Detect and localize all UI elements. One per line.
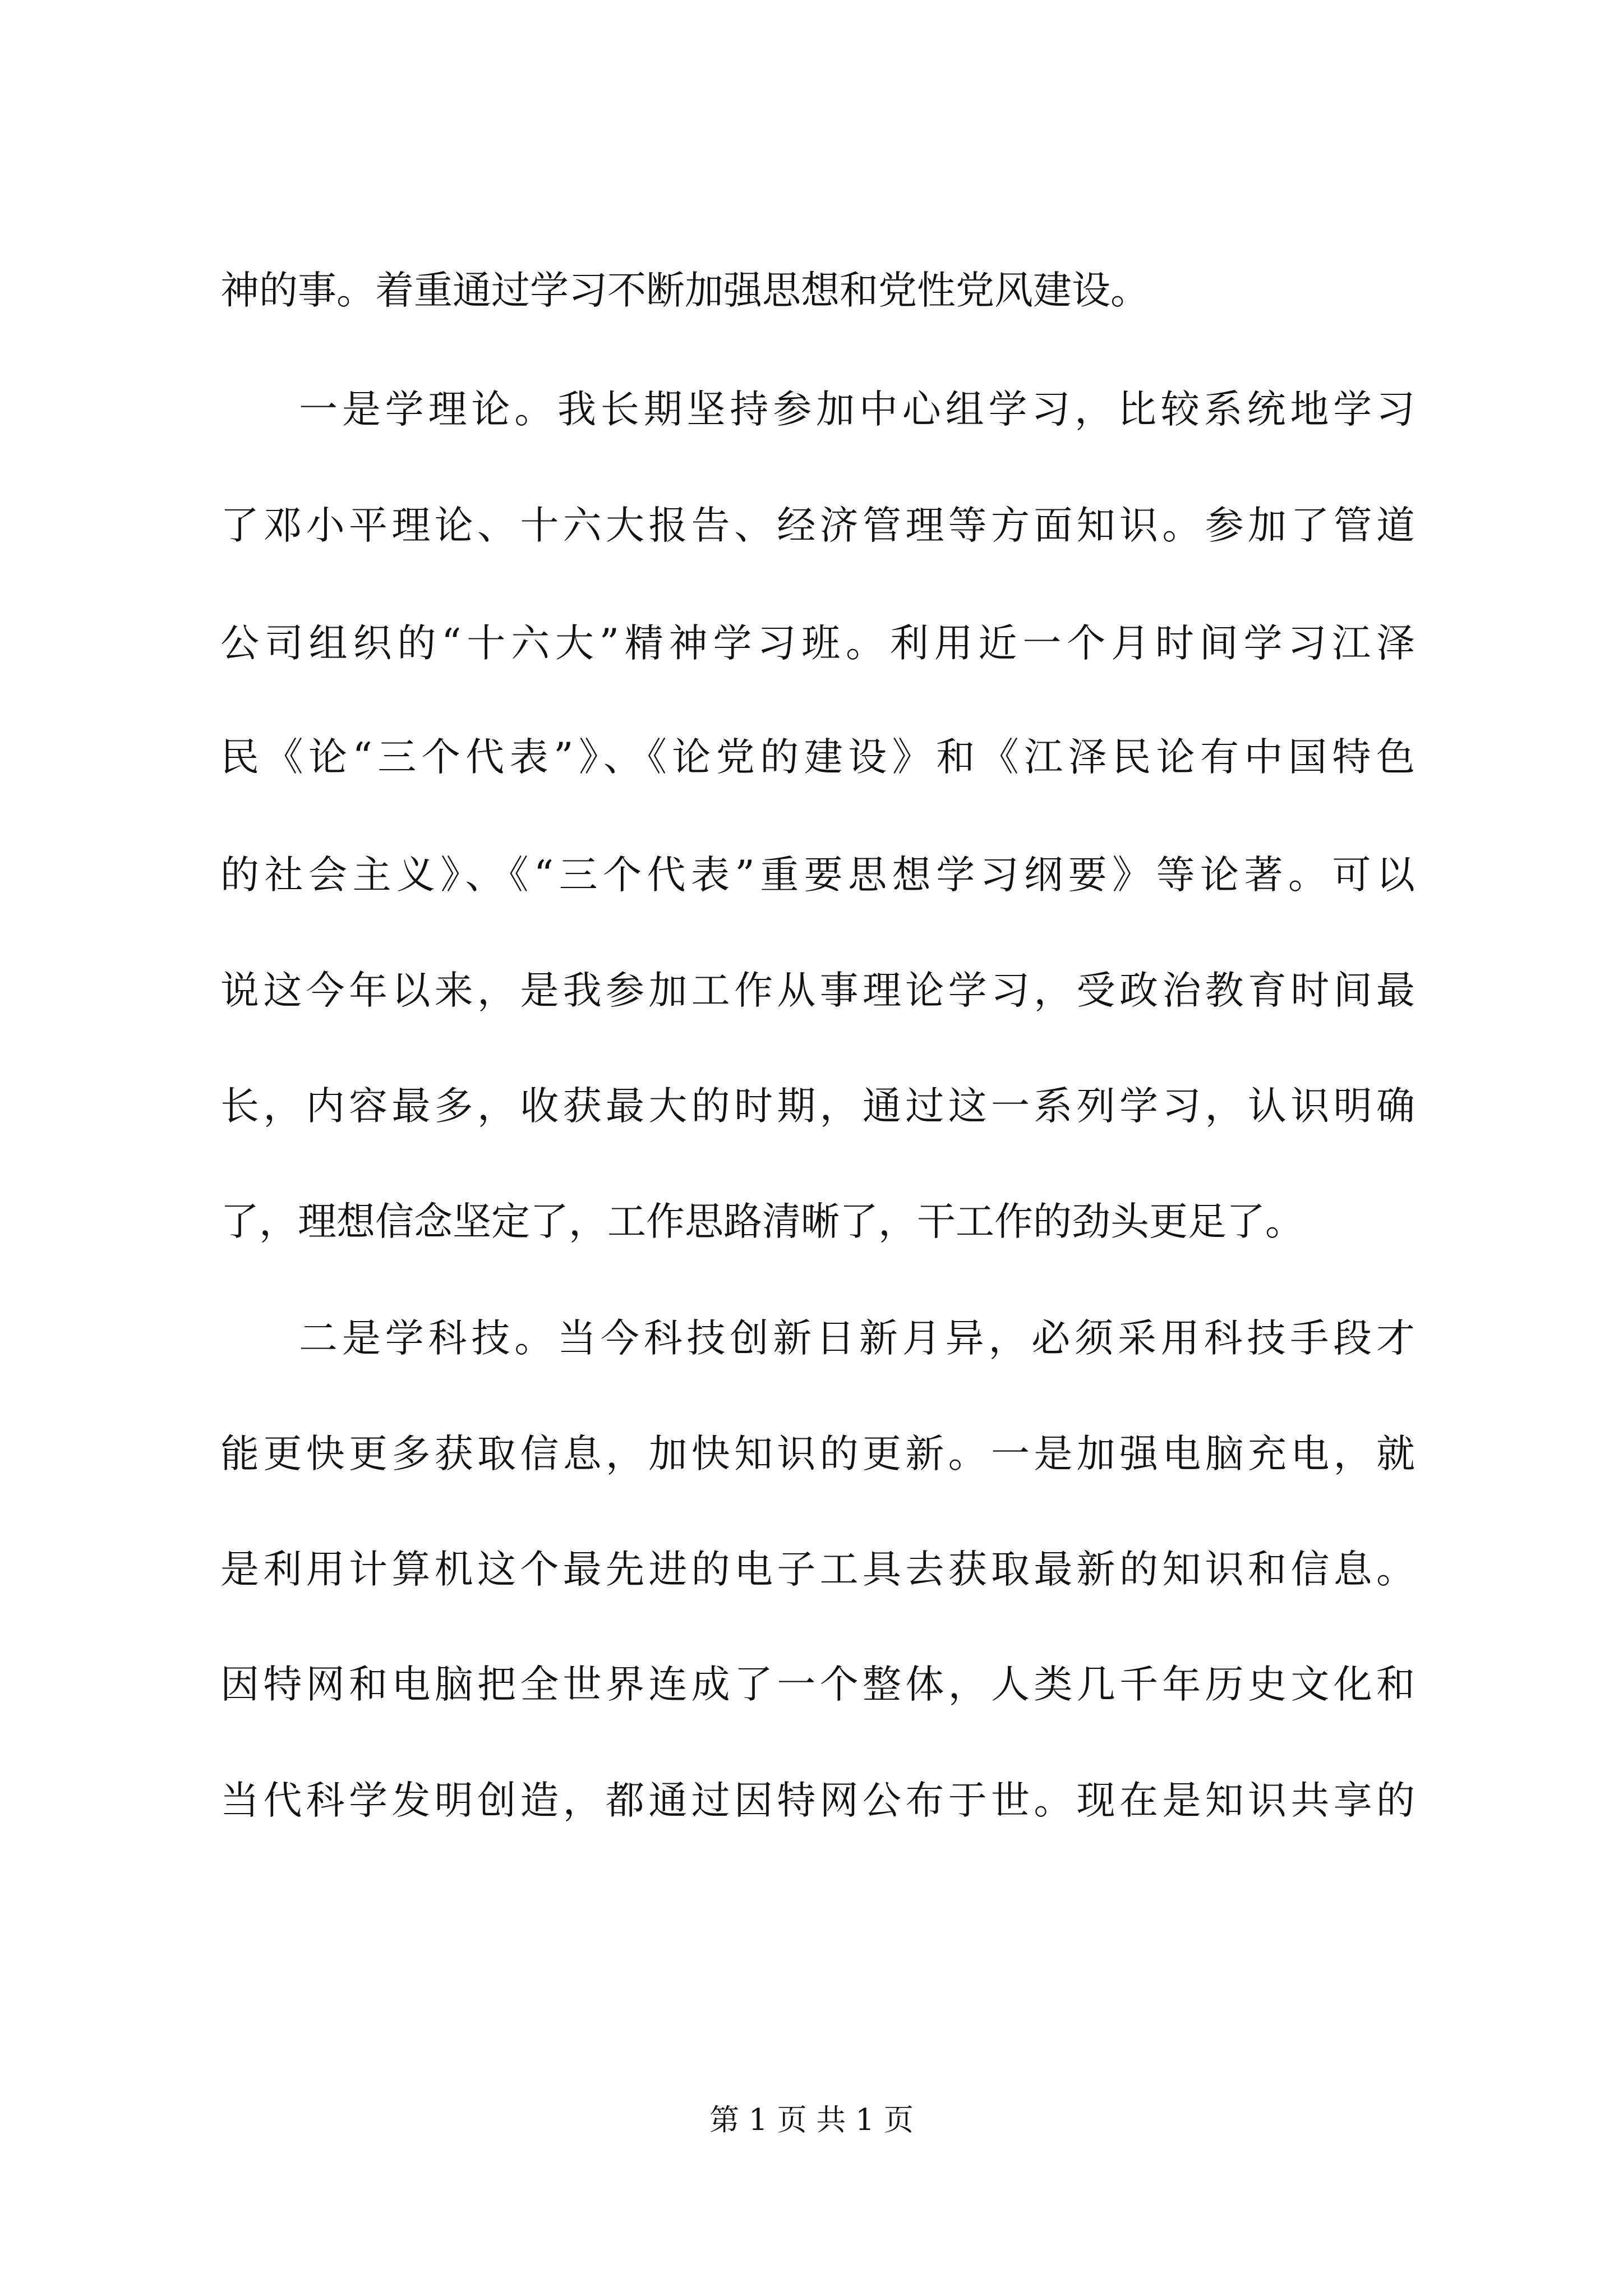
text-line: 因特网和电脑把全世界连成了一个整体，人类几千年历史文化和 <box>220 1662 1415 1707</box>
text-line: 是利用计算机这个最先进的电子工具去获取最新的知识和信息。 <box>220 1547 1415 1592</box>
page-footer: 第 1 页 共 1 页 <box>709 2103 914 2137</box>
text-line: 民《论“三个代表”》、《论党的建设》和《江泽民论有中国特色 <box>220 735 1415 780</box>
text-line: 公司组织的“十六大”精神学习班。利用近一个月时间学习江泽 <box>220 621 1415 666</box>
text-line: 了，理想信念坚定了，工作思路清晰了，干工作的劲头更足了。 <box>220 1199 1304 1244</box>
text-line: 长，内容最多，收获最大的时期，通过这一系列学习，认识明确 <box>220 1084 1415 1129</box>
text-line: 一是学理论。我长期坚持参加中心组学习，比较系统地学习 <box>299 387 1415 432</box>
text-line: 神的事。着重通过学习不断加强思想和党性党风建设。 <box>220 268 1149 313</box>
text-line: 的社会主义》、《“三个代表”重要思想学习纲要》等论著。可以 <box>220 853 1415 898</box>
text-line: 说这今年以来，是我参加工作从事理论学习，受政治教育时间最 <box>220 968 1415 1013</box>
text-line: 了邓小平理论、十六大报告、经济管理等方面知识。参加了管道 <box>220 503 1415 548</box>
text-line: 二是学科技。当今科技创新日新月异，必须采用科技手段才 <box>299 1316 1415 1361</box>
text-line: 能更快更多获取信息，加快知识的更新。一是加强电脑充电，就 <box>220 1432 1415 1476</box>
text-line: 当代科学发明创造，都通过因特网公布于世。现在是知识共享的 <box>220 1778 1415 1823</box>
